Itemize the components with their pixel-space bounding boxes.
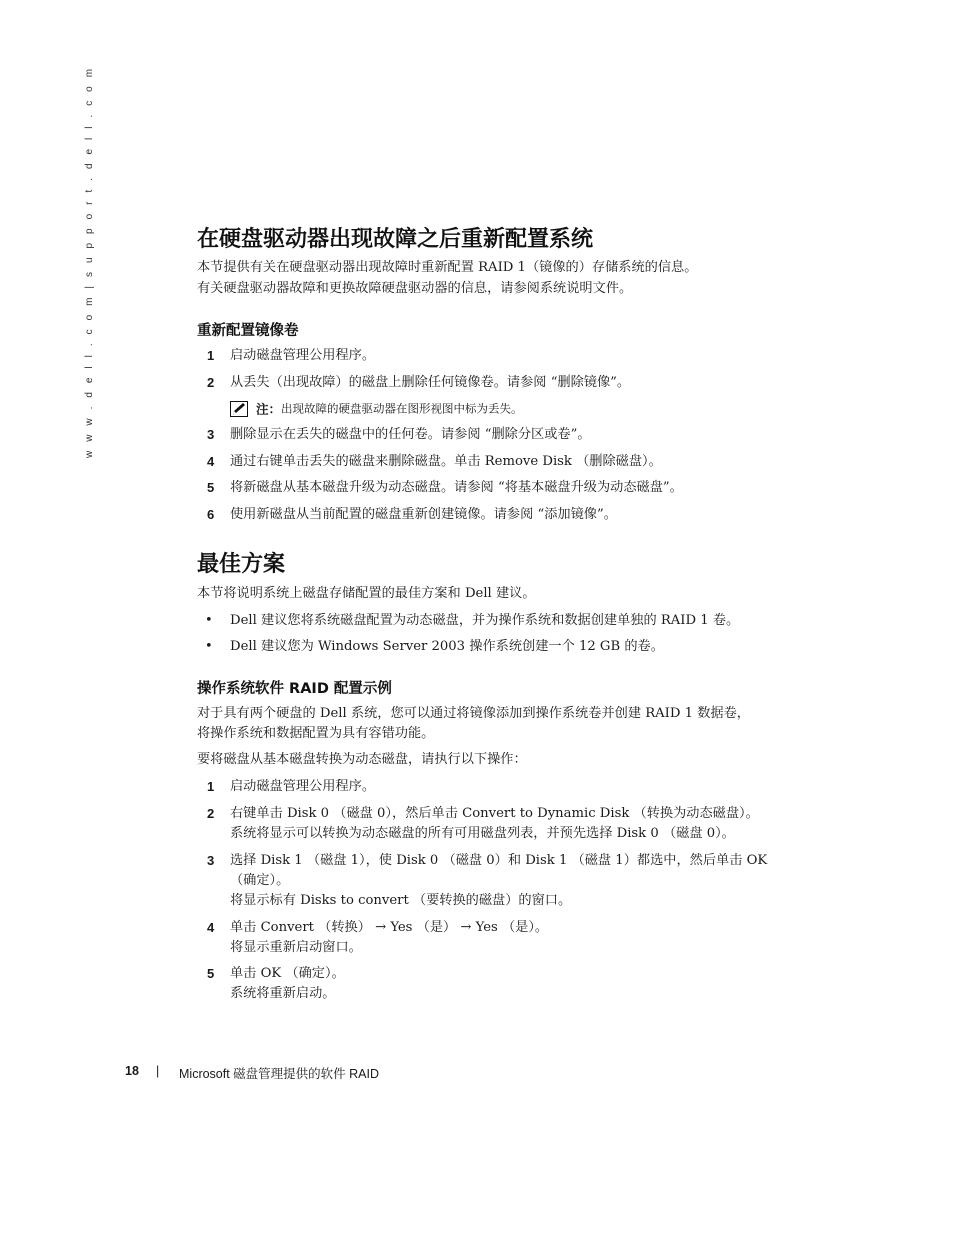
note-callout	[230, 398, 523, 418]
step-text: 使用新磁盘从当前配置的磁盘重新创建镜像。请参阅 “添加镜像”。	[230, 507, 617, 522]
step-number: 5	[207, 966, 215, 981]
step-text: 单击 OK （确定）。	[230, 966, 345, 981]
step-text: 启动磁盘管理公用程序。	[230, 348, 376, 363]
step-number: 1	[207, 348, 215, 363]
step-text: 将新磁盘从基本磁盘升级为动态磁盘。请参阅 “将基本磁盘升级为动态磁盘”。	[230, 480, 683, 495]
footer-title: Microsoft 磁盘管理提供的软件 RAID	[179, 1067, 380, 1081]
step-text: 选择 Disk 1 （磁盘 1），使 Disk 0 （磁盘 0）和 Disk 1 （磁盘 1）都选中，然后单击 OK	[230, 853, 768, 868]
side-url-text: w w w . d e l l . c o m | s u p p o r t . d e l l . c o m	[84, 65, 95, 458]
page-number: 18	[125, 1064, 139, 1078]
section1-intro-line1: 本节提供有关在硬盘驱动器出现故障时重新配置 RAID 1（镜像的）存储系统的信息。	[197, 260, 698, 275]
section2-intro: 本节将说明系统上磁盘存储配置的最佳方案和 Dell 建议。	[197, 586, 536, 601]
step-text-result: 将显示标有 Disks to convert （要转换的磁盘）的窗口。	[230, 893, 572, 908]
bullet-text: Dell 建议您为 Windows Server 2003 操作系统创建一个 12 GB 的卷。	[230, 639, 664, 654]
footer-separator: |	[156, 1064, 160, 1078]
section-title-reconfigure: 在硬盘驱动器出现故障之后重新配置系统	[197, 227, 594, 252]
subhead-reconfigure-mirror: 重新配置镜像卷	[197, 323, 299, 339]
step-number: 3	[207, 853, 215, 868]
step-number: 1	[207, 779, 215, 794]
bullet-dot: •	[205, 639, 213, 654]
step-text: 删除显示在丢失的磁盘中的任何卷。请参阅 “删除分区或卷”。	[230, 427, 591, 442]
bullet-dot: •	[205, 613, 213, 628]
step-number: 3	[207, 427, 215, 442]
step-text: 右键单击 Disk 0 （磁盘 0），然后单击 Convert to Dynamic Disk （转换为动态磁盘）。	[230, 806, 759, 821]
subhead-raid-example: 操作系统软件 RAID 配置示例	[197, 681, 392, 697]
step-number: 2	[207, 375, 215, 390]
step-text-continued: （确定）。	[230, 873, 290, 888]
section1-intro-line2: 有关硬盘驱动器故障和更换故障硬盘驱动器的信息，请参阅系统说明文件。	[197, 281, 633, 296]
section2-para1-line2: 将操作系统和数据配置为具有容错功能。	[197, 726, 435, 741]
section2-para1-line1: 对于具有两个硬盘的 Dell 系统，您可以通过将镜像添加到操作系统卷并创建 RAID 1 数据卷，	[197, 706, 750, 721]
note-pencil-icon	[230, 401, 248, 417]
bullet-text: Dell 建议您将系统磁盘配置为动态磁盘，并为操作系统和数据创建单独的 RAID 1 卷。	[230, 613, 740, 628]
section-title-best-practices: 最佳方案	[197, 552, 286, 577]
section2-para2: 要将磁盘从基本磁盘转换为动态磁盘，请执行以下操作：	[197, 752, 527, 767]
step-number: 4	[207, 920, 215, 935]
step-number: 2	[207, 806, 215, 821]
note-label: 注：	[256, 401, 282, 417]
step-text: 单击 Convert （转换） → Yes （是） → Yes （是）。	[230, 920, 549, 935]
step-text-result: 将显示重新启动窗口。	[230, 940, 362, 955]
step-text-result: 系统将重新启动。	[230, 986, 336, 1001]
step-text: 通过右键单击丢失的磁盘来删除磁盘。单击 Remove Disk （删除磁盘）。	[230, 454, 662, 469]
step-number: 4	[207, 454, 215, 469]
step-text: 启动磁盘管理公用程序。	[230, 779, 376, 794]
note-text: 出现故障的硬盘驱动器在图形视图中标为丢失。	[281, 401, 523, 416]
step-text-continued: 系统将显示可以转换为动态磁盘的所有可用磁盘列表，并预先选择 Disk 0 （磁盘 0）。	[230, 826, 735, 841]
step-number: 5	[207, 480, 215, 495]
step-text: 从丢失（出现故障）的磁盘上删除任何镜像卷。请参阅 “删除镜像”。	[230, 375, 631, 390]
step-number: 6	[207, 507, 215, 522]
